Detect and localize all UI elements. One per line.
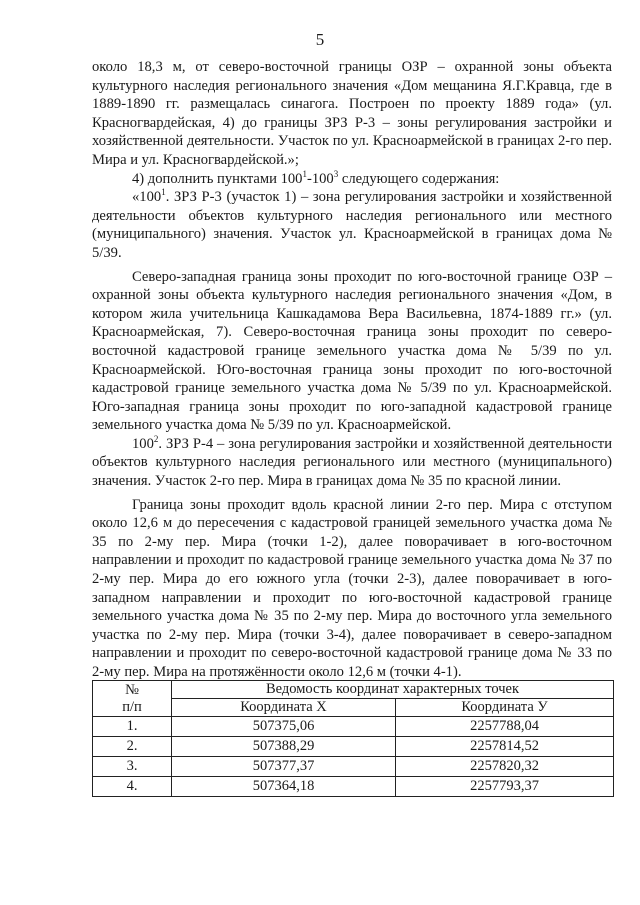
paragraph-zone-100-2: $100^2$. ЗРЗ Р-4 – зона регулирования застройки и хозяйственной деятельности объектов культурного наследия регионального или местного (муниципального) значения. Участок 2-го пер. Мира в границах дома № 35 по красной линии. (92, 434, 612, 490)
table-subheader-row (93, 699, 614, 717)
paragraph-zone-100-1-boundaries: Северо-западная граница зоны проходит по юго-восточной границе ОЗР – охранной зоны объекта культурного наследия регионального значения «Дом, в котором жила учительница Кашкадамова Вера Васильевна, 1874-1889 гг.» (ул. Красноармейская, 7). Северо-восточная граница зоны проходит по северо-восточной кадастровой границе земельного участка дома № 5/39 по ул. Красноармейской. Юго-восточная граница зоны проходит по юго-восточной кадастровой границе земельного участка дома № 5/39 по ул. Красноармейской. Юго-западная граница зоны проходит по юго-западной кадастровой границе земельного участка дома № 5/39 по ул. Красноармейской. (92, 268, 612, 434)
table-row (93, 737, 614, 757)
table-title-cell: Ведомость координат характерных точек (172, 681, 614, 699)
coord-x: 507364,18 (172, 777, 396, 797)
table-row (93, 717, 614, 737)
coordinates-table (92, 680, 614, 797)
table-row (93, 757, 614, 777)
coord-y: 2257814,52 (396, 737, 614, 757)
col-y-header: Координата У (396, 699, 614, 717)
paragraph-zone-100-1: «$100^1$. ЗРЗ Р-3 (участок 1) – зона регулирования застройки и хозяйственной деятельности объектов культурного наследия регионального или местного (муниципального) значения. Участок ул. Красноармейской в границах дома № 5/39. (92, 187, 612, 261)
paragraph-zone-100-2-boundaries: Граница зоны проходит вдоль красной линии 2-го пер. Мира с отступом около 12,6 м до пересечения с кадастровой границей земельного участка дома № 35 по 2-му пер. Мира (точки 1-2), далее поворачивает в юго-восточном направлении и проходит по кадастровой границе земельного участка дома № 37 по 2-му пер. Мира до его южного угла (точки 2-3), далее поворачивает в юго-западном направлении и проходит по юго-восточной кадастровой границе земельного участка дома № 35 по 2-му пер. Мира до восточного угла земельного участка по 2-му пер. Мира (точки 3-4), далее поворачивает в северо-западном направлении и проходит по северо-восточной кадастровой границе дома № 33 по 2-му пер. Мира на протяжённости около 12,6 м (точки 4-1). (92, 496, 612, 680)
coord-x: 507388,29 (172, 737, 396, 757)
num-header-cell: № п/п (93, 681, 172, 717)
row-number: 4. (93, 777, 172, 797)
paragraph-amendment-item: 4) дополнить пунктами $100^1-100^3$ следующего содержания: (132, 168, 500, 187)
row-number: 1. (93, 717, 172, 737)
col-x-header: Координата X (172, 699, 396, 717)
coord-y: 2257788,04 (396, 717, 614, 737)
coord-x: 507375,06 (172, 717, 396, 737)
row-number: 3. (93, 757, 172, 777)
coord-y: 2257793,37 (396, 777, 614, 797)
document-body (92, 58, 612, 682)
paragraph-continuation: около 18,3 м, от северо-восточной границы ОЗР – охранной зоны объекта культурного наследия регионального значения «Дом мещанина Я.Г.Кравца, где в 1889-1890 гг. размещалась синагога. Построен по проекту 1889 года» (ул. Красногвардейская, 4) до границы ЗРЗ Р-3 – зоны регулирования застройки и хозяйственной деятельности. Участок по ул. Красноармейской в границах 2-го пер. Мира и ул. Красногвардейской.»; (92, 59, 612, 168)
page-number: 5 (315, 30, 325, 49)
table-row (93, 777, 614, 797)
row-number: 2. (93, 737, 172, 757)
table-header-row (93, 681, 614, 699)
coord-y: 2257820,32 (396, 757, 614, 777)
coord-x: 507377,37 (172, 757, 396, 777)
